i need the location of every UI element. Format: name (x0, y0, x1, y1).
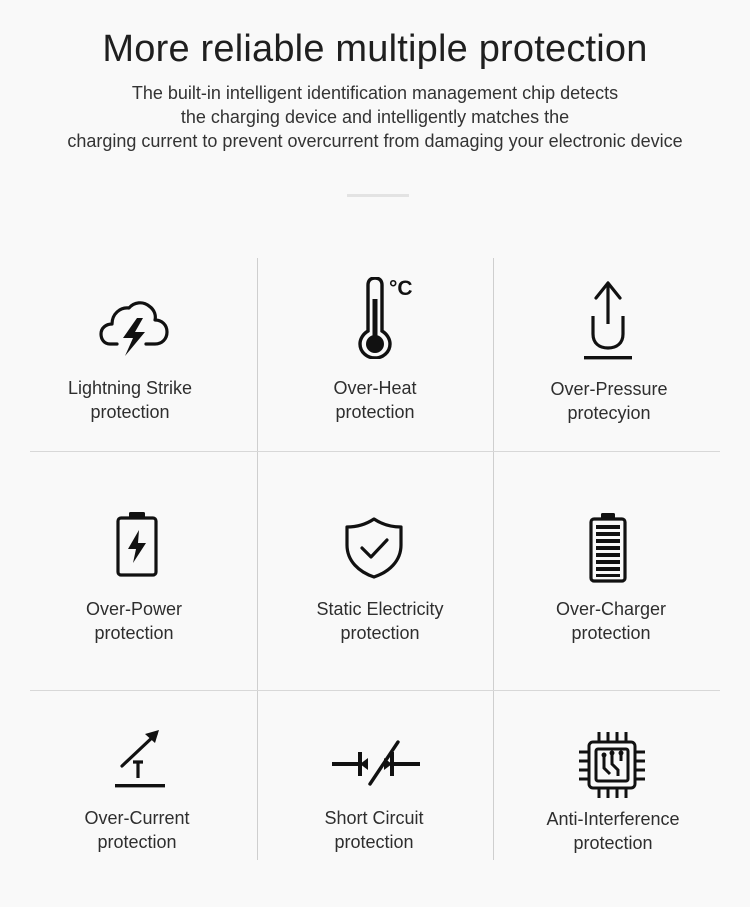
celsius-label: °C (389, 277, 413, 300)
feature-label-overcurrent (27, 806, 247, 854)
feature-title: Lightning Strike (67, 378, 193, 398)
cloud-lightning-icon (99, 298, 169, 360)
feature-subtitle: protection (335, 402, 415, 422)
description-line-3: charging current to prevent overcurrent from damaging your electronic device (67, 131, 683, 151)
feature-subtitle: protection (334, 832, 414, 852)
feature-label-lightning (20, 376, 240, 424)
feature-label-overcharger (501, 597, 721, 645)
short-circuit-icon (330, 740, 422, 786)
feature-label-antiinterference (503, 807, 723, 855)
feature-subtitle: protection (90, 402, 170, 422)
feature-label-overpower (24, 597, 244, 645)
description-line-1: The built-in intelligent identification management chip detects (131, 83, 619, 103)
battery-full-icon (588, 512, 628, 584)
feature-label-overpressure (499, 377, 719, 425)
chip-icon (577, 730, 647, 800)
current-arrow-icon (112, 728, 168, 790)
feature-subtitle: protection (571, 623, 651, 643)
feature-subtitle: protection (573, 833, 653, 853)
feature-title: Over-Pressure (550, 379, 668, 399)
grid-line (30, 690, 720, 691)
feature-title: Over-Current (84, 808, 190, 828)
thermometer-icon (356, 277, 420, 359)
feature-label-shortcircuit (264, 806, 484, 854)
feature-subtitle: protection (94, 623, 174, 643)
feature-subtitle: protecyion (567, 403, 651, 423)
grid-line (493, 258, 494, 860)
feature-title: Short Circuit (324, 808, 424, 828)
feature-title: Static Electricity (316, 599, 444, 619)
feature-subtitle: protection (340, 623, 420, 643)
shield-check-icon (344, 517, 404, 579)
arrow-up-u-icon (582, 280, 634, 362)
feature-title: Anti-Interference (546, 809, 680, 829)
feature-title: Over-Heat (333, 378, 417, 398)
feature-title: Over-Charger (555, 599, 667, 619)
grid-line (30, 451, 720, 452)
page-title: More reliable multiple protection (102, 28, 648, 70)
grid-line (257, 258, 258, 860)
battery-bolt-icon (115, 510, 159, 578)
description-line-2: the charging device and intelligently matches the (180, 107, 570, 127)
feature-title: Over-Power (85, 599, 183, 619)
feature-label-static (270, 597, 490, 645)
feature-label-overheat (265, 376, 485, 424)
feature-subtitle: protection (97, 832, 177, 852)
